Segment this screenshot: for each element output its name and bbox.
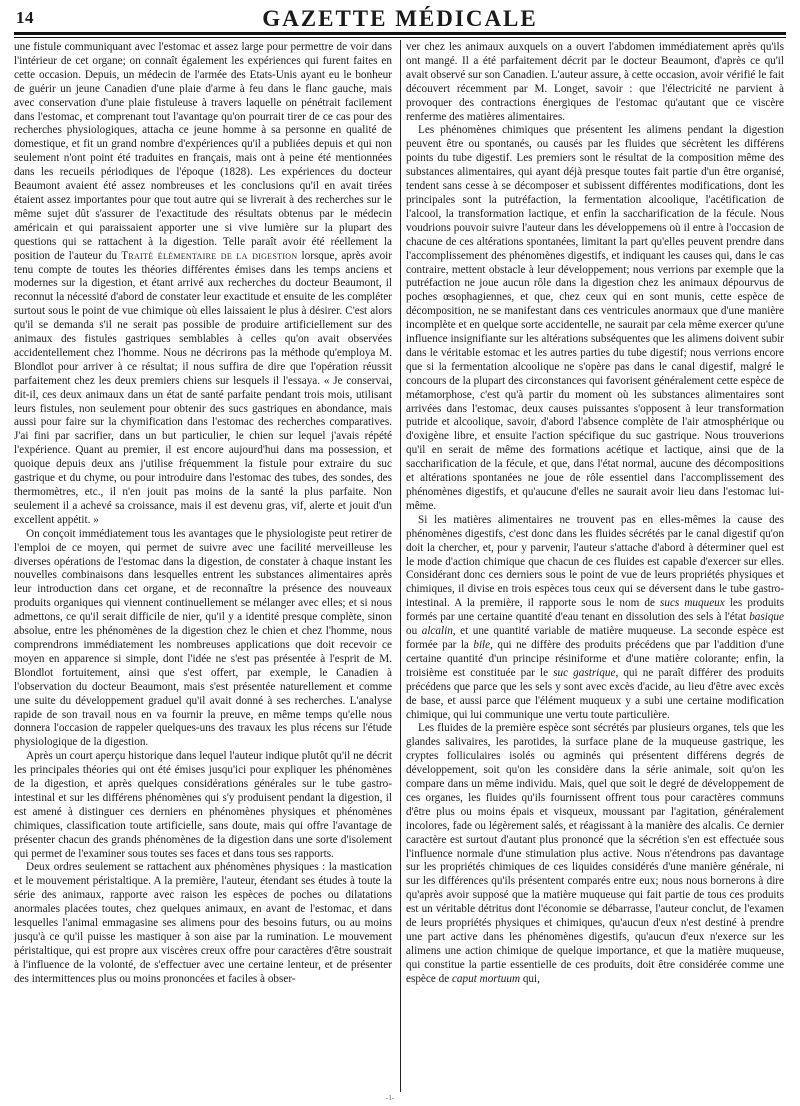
page-header: [14, 6, 786, 32]
right-column: [406, 41, 784, 1091]
paragraph: Deux ordres seulement se rattachent aux phénomènes physiques : la mastication et le mouvement péristaltique. A la première, l'auteur, étendant ses études à toute la série des animaux, rapporte avec raison les espèces de poches ou dilatations anormales placées toutes, chez quelques animaux, en avant de l'estomac, et dans lesquelles l'animal emmagasine ses alimens pour des besoins futurs, ou au moins jusqu'à ce qu'il puisse les mastiquer à son aise par la rumination. Le mouvement péristaltique, qui est propre aux viscères creux offre pour caractères d'être soustrait à l'influence de la volonté, de s'effectuer avec une certaine lenteur, et de présenter des intermittences plus ou moins prononcées et faciles à obser-: [14, 861, 392, 985]
column-divider: [400, 40, 401, 1092]
header-rule-thick: [14, 32, 786, 35]
footer-mark: -1-: [386, 1094, 395, 1102]
newspaper-page: [14, 0, 786, 1106]
left-column: [14, 41, 392, 1091]
paragraph: une fistule communiquant avec l'estomac et assez large pour permettre de voir dans l'intérieur de cet organe; on connaît également les expériences qui furent faites en cette occasion. Depuis, un médecin de l'armée des Etats-Unis ayant eu le bonheur de guérir un jeune Canadien d'une plaie d'arme à feu dans le flanc gauche, mais avec conservation d'une plaie fistuleuse à travers laquelle on pénétrait facilement dans l'estomac, et comprenant tout l'avantage qu'on pourrait tirer de ce cas pour des recherches physiologiques, attacha ce jeune homme à sa personne en qualité de domestique, et fit un grand nombre d'expériences qu'il a publiées depuis et qui non seulement n'ont point été traduites en français, mais ont à peine été mentionnées dans les recueils périodiques de l'époque (1828). Les expériences du docteur Beaumont avaient été assez nombreuses et les conclusions qu'il en avait tirées étaient assez importantes pour que tout autre qui se livrerait à des recherches sur le même sujet dût s'assurer de l'exactitude des résultats obtenus par le médecin américain et qui paraissaient apporter une si vive lumière sur la plupart des questions qui se rattachent à la digestion. Telle paraît avoir été réellement la position de l'auteur du Traité élémentaire de la digestion lorsque, après avoir tenu compte de toutes les théories différentes émises dans les temps anciens et modernes sur la digestion, et étant arrivé aux recherches du docteur Beaumont, il reconnut la nécessité d'abord de constater leur exactitude et ensuite de les compléter surtout sous le point de vue chimique où elles laissaient le plus à désirer. C'est alors qu'il se demanda s'il ne serait pas possible de produire artificiellement sur des animaux des fistules gastriques semblables à celles qu'on avait observées accidentellement chez l'homme. Nous ne décrirons pas la méthode qu'employa M. Blondlot pour arriver à ce résultat; il nous suffira de dire que l'opération réussit parfaitement chez les deux premiers chiens sur lesquels il l'essaya. « Je conservai, dit-il, ces deux animaux dans un état de santé parfaite pendant trois mois, utilisant leurs fistules, non seulement pour obtenir des sucs gastriques en abondance, mais aussi pour faire sur la chymification dans l'estomac des recherches comparatives. J'ai fini par sacrifier, dans un but particulier, le chien sur lequel j'avais répété l'expérience. Quant au premier, il est encore aujourd'hui dans ma possession, et quoique depuis deux ans j'utilise fréquemment la fistule pour extraire du suc gastrique et du chyme, ou pour introduire dans l'estomac des tubes, des sondes, des thermomètres, etc., il n'en jouit pas moins de la santé la plus parfaite. Non seulement il a achevé sa croissance, mais il est devenu gras, vif, alerte et jouit d'un excellent appétit. »: [14, 41, 392, 526]
paragraph: On conçoit immédiatement tous les avantages que le physiologiste peut retirer de l'emploi de ce moyen, qui permet de suivre avec une facilité merveilleuse les diverses opérations de l'estomac dans la digestion, de constater à chaque instant les nouvelles combinaisons dans lesquelles entrent les substances alimentaires après leur introduction dans cet organe, et de reconnaître la présence des nouveaux produits organiques qui viennent continuellement se mélanger avec elles; et si nous admettons, ce qu'il serait difficile de nier, qu'il y a identité presque complète, sinon absolue, entre les phénomènes de la digestion chez le chien et chez l'homme, nous comprendrons immédiatement les nombreuses applications que doit recevoir ce moyen en apparence si simple, dont l'idée ne s'est pas présentée à l'esprit de M. Blondlot fortuitement, ainsi que s'est offert, par exemple, le Canadien à l'observation du docteur Beaumont, mais s'est présentée naturellement et comme une suite du développement graduel qu'il avait donné à ses recherches. L'analyse rapide de son travail nous en va fournir la preuve, en même temps qu'elle nous donnera l'occasion de rappeler quelques-uns des travaux les plus récens sur l'étude physiologique de la digestion.: [14, 527, 392, 749]
journal-title: GAZETTE MÉDICALE: [262, 6, 538, 31]
paragraph: Après un court aperçu historique dans lequel l'auteur indique plutôt qu'il ne décrit les principales théories qui ont été émises jusqu'ici pour expliquer les phénomènes de la digestion, et après quelques considérations générales sur le tube gastro-intestinal et sur les différens phénomènes qui s'y produisent pendant la digestion, il est amené à distinguer ces derniers en phénomènes physiques et phénomènes chimiques, classification toute artificielle, sans doute, mais qui offre l'avantage de présenter chacun des grands phénomènes de la digestion dans une sorte d'isolement qui permet de l'examiner sous toutes ses faces et dans tous ses rapports.: [14, 750, 392, 860]
header-rule-thin: [14, 37, 786, 38]
paragraph: ver chez les animaux auxquels on a ouvert l'abdomen immédiatement après qu'ils ont mangé. Il a été parfaitement décrit par le docteur Beaumont, d'après ce qu'il avait observé sur son Canadien. L'auteur assure, à cette occasion, avoir vérifié le fait découvert récemment par M. Longet, savoir : que l'électricité ne parvient à provoquer des contractions énergiques de l'estomac qu'autant que ce viscère renferme des matières alimentaires.: [406, 41, 784, 123]
paragraph: Les phénomènes chimiques que présentent les alimens pendant la digestion peuvent être ou spontanés, ou causés par les fluides que sécrètent les différens points du tube digestif. Les premiers sont le résultat de la composition même des substances alimentaires, qui ayant déjà presque toutes fait partie d'un être organisé, tendent sans cesse à se décomposer et subissent différentes modifications, dont les principales sont la putréfaction, la fermentation alcoolique, l'acétification de l'alcool, la transformation lactique, et enfin la saccharification de la fécule. Nous voudrions pouvoir suivre l'auteur dans les développemens où il entre à l'occasion de chacune de ces altérations spontanées, limitant la part qu'elles peuvent prendre dans l'accomplissement des phénomènes digestifs, et indiquant les causes qui, dans le cas contraire, mettent obstacle à leur développement; nous verrions par exemple que la putréfaction ne joue aucun rôle dans la digestion chez les animaux dépourvus de poches œsophagiennes, et que, chez ceux qui en sont munis, cette espèce de décomposition, ne se manifestant dans ces ventricules anormaux que d'une manière incomplète et en quelque sorte accidentelle, ne saurait par cela même exercer qu'une influence insignifiante sur les altérations subséquentes que les alimens doivent subir dans le véritable estomac et les autres parties du tube digestif; nous verrions encore que si la fermentation alcoolique ne s'opère pas dans le canal digestif, malgré le concours de la plupart des circonstances qui favorisent généralement cette espèce de métamorphose, c'est qu'à partir du moment où les substances alimentaires sont arrivées dans l'estomac, deux causes puissantes s'opposent à leur transformation putride et alcoolique, savoir, d'abord l'absence complète de l'air atmosphérique ou d'oxigène libre, et ensuite l'action spécifique du suc gastrique. Nous trouverions qu'il en serait de même des formations acétique et lactique, ainsi que de la saccharification de la fécule, et que, dans l'état normal, aucune des décompositions et altérations spontanées ne joue de rôle essentiel dans l'accomplissement des phénomènes digestifs, et qu'aucune d'elles ne saurait avoir lieu dans l'estomac lui-même.: [406, 124, 784, 512]
paragraph: Les fluides de la première espèce sont sécrétés par plusieurs organes, tels que les glandes salivaires, les parotides, la surface plane de la muqueuse gastrique, les cryptes folliculaires isolés ou agminés qui présentent différens degrés de développement, soit qu'on les considère dans la série animale, soit qu'on les compare dans un même individu. Mais, quel que soit le degré de développement de ces organes, les fluides qu'ils fournissent offrent tous pour caractères communs d'être plus ou moins épais et visqueux, moussant par l'agitation, généralement incolores, fade ou légèrement salés, et réagissant à la manière des alcalis. Ce dernier caractère est surtout d'autant plus prononcé que la sécrétion s'en est effectuée sous l'influence normale d'une stimulation plus active. Nous n'étendrons pas davantage sur les propriétés chimiques de ces liquides considérés d'une manière générale, ni sur les différences qu'ils présentent comparés entre eux; nous nous bornerons à dire qu'après avoir supposé que la matière muqueuse qui fait partie de tous ces produits est un véritable détritus dont l'économie se débarrasse, l'auteur conclut, de l'examen de leurs propriétés physiques et chimiques, qu'aucun d'eux n'est destiné à prendre une part active dans les phénomènes digestifs, qu'aucun d'eux n'exerce sur les alimens une action chimique de quelque importance, et que la matière muqueuse, qui constitue la partie essentielle de ces produits, doit être considérée comme une espèce de caput mortuum qui,: [406, 722, 784, 985]
paragraph: Si les matières alimentaires ne trouvent pas en elles-mêmes la cause des phénomènes digestifs, c'est donc dans les fluides sécrétés par le canal digestif qu'on doit la chercher, et, pour y parvenir, l'auteur s'attache d'abord à déterminer quel est le mode d'action chimique que chacun de ces fluides est capable d'exercer sur elles. Considérant donc ces derniers sous le point de vue de leurs propriétés physiques et chimiques, il divise en trois espèces tous ceux qui se déversent dans le tube gastro-intestinal. A la première, il rapporte sous le nom de sucs muqueux les produits formés par une certaine quantité d'eau tenant en dissolution des sels à l'état basique ou alcalin, et une quantité variable de matière muqueuse. La seconde espèce est formée par la bile, qui ne diffère des produits précédens que par l'addition d'une certaine quantité d'un principe résiniforme et d'une matière colorante; enfin, la troisième est constituée par le suc gastrique, qui ne paraît différer des produits précédens que parce que les sels y sont avec excès d'acide, au lieu d'être avec excès de base, et aussi parce que l'élément muqueux y a subi une certaine modification chimique, qui lui communique une vertu toute particulière.: [406, 513, 784, 721]
page-number: 14: [16, 8, 34, 27]
book-title: Traité élémentaire de la digestion: [121, 249, 298, 262]
